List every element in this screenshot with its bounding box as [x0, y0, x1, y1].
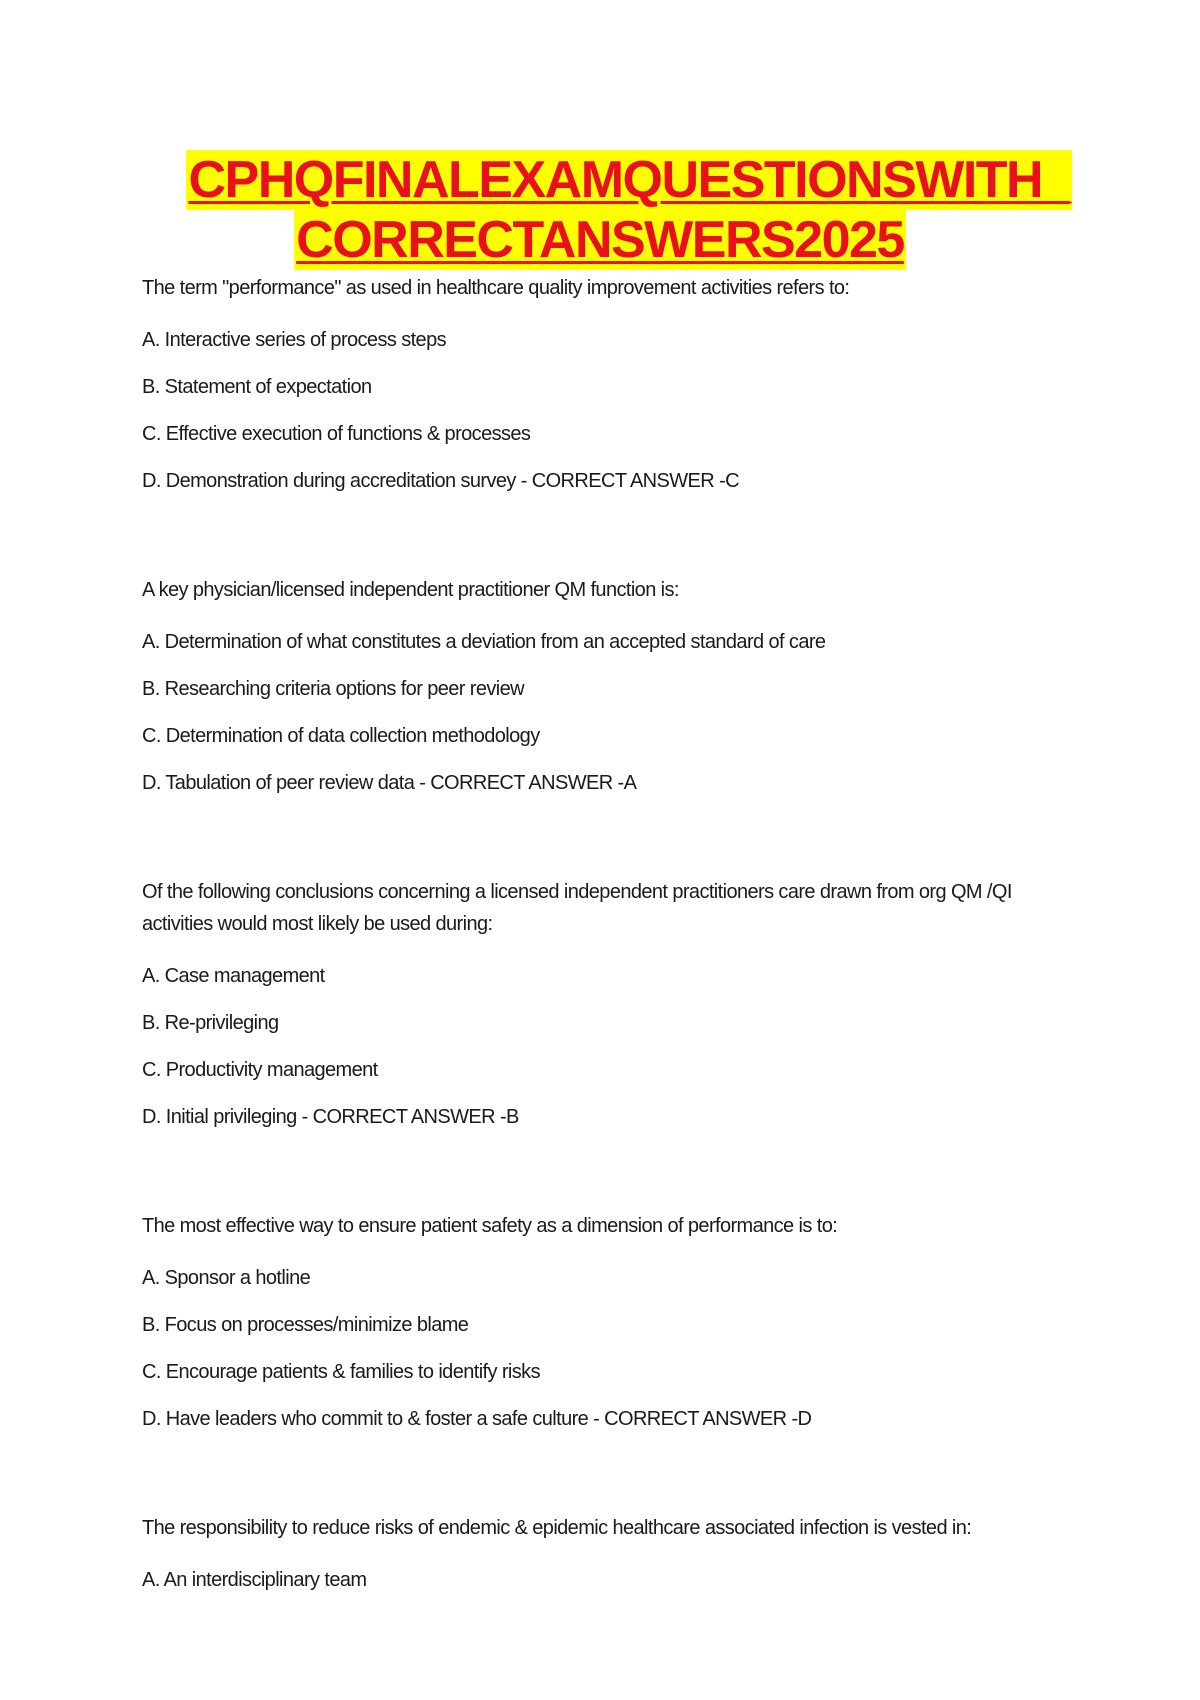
title-line-1: CPHQFINALEXAMQUESTIONSWITH_ [188, 151, 1070, 209]
question-text: The most effective way to ensure patient safety as a dimension of performance is to: [142, 1215, 838, 1237]
question-block [142, 574, 1042, 814]
answer-option: D. Demonstration during accreditation survey - CORRECT ANSWER -C [142, 470, 739, 492]
answer-option: D. Initial privileging - CORRECT ANSWER -B [142, 1106, 519, 1128]
document-title [0, 150, 1200, 270]
question-list [142, 272, 1042, 1611]
answer-option: A. Determination of what constitutes a deviation from an accepted standard of care [142, 631, 826, 653]
answer-option: A. An interdisciplinary team [142, 1569, 367, 1591]
answer-option: A. Interactive series of process steps [142, 329, 447, 351]
question-text: A key physician/licensed independent practitioner QM function is: [142, 579, 679, 601]
answer-option: C. Determination of data collection methodology [142, 725, 540, 747]
question-text: The term "performance" as used in healthcare quality improvement activities refers to: [142, 277, 850, 299]
answer-option: C. Encourage patients & families to identify risks [142, 1361, 540, 1383]
answer-option: B. Statement of expectation [142, 376, 372, 398]
answer-option: C. Effective execution of functions & processes [142, 423, 531, 445]
answer-option: B. Re-privileging [142, 1012, 279, 1034]
answer-option: D. Have leaders who commit to & foster a safe culture - CORRECT ANSWER -D [142, 1408, 812, 1430]
title-line-2: CORRECTANSWERS2025 [296, 211, 904, 269]
question-block [142, 272, 1042, 512]
question-block [142, 1210, 1042, 1450]
question-text: The responsibility to reduce risks of endemic & epidemic healthcare associated infection is vested in: [142, 1517, 972, 1539]
answer-option: D. Tabulation of peer review data - CORRECT ANSWER -A [142, 772, 637, 794]
answer-option: B. Researching criteria options for peer review [142, 678, 524, 700]
answer-option: A. Sponsor a hotline [142, 1267, 311, 1289]
answer-option: C. Productivity management [142, 1059, 378, 1081]
answer-option: A. Case management [142, 965, 325, 987]
question-block [142, 876, 1042, 1148]
answer-option: B. Focus on processes/minimize blame [142, 1314, 469, 1336]
question-block [142, 1512, 1042, 1611]
question-text: Of the following conclusions concerning a licensed independent practitioners care drawn from org QM /QI activities would most likely be used during: [142, 881, 1012, 935]
